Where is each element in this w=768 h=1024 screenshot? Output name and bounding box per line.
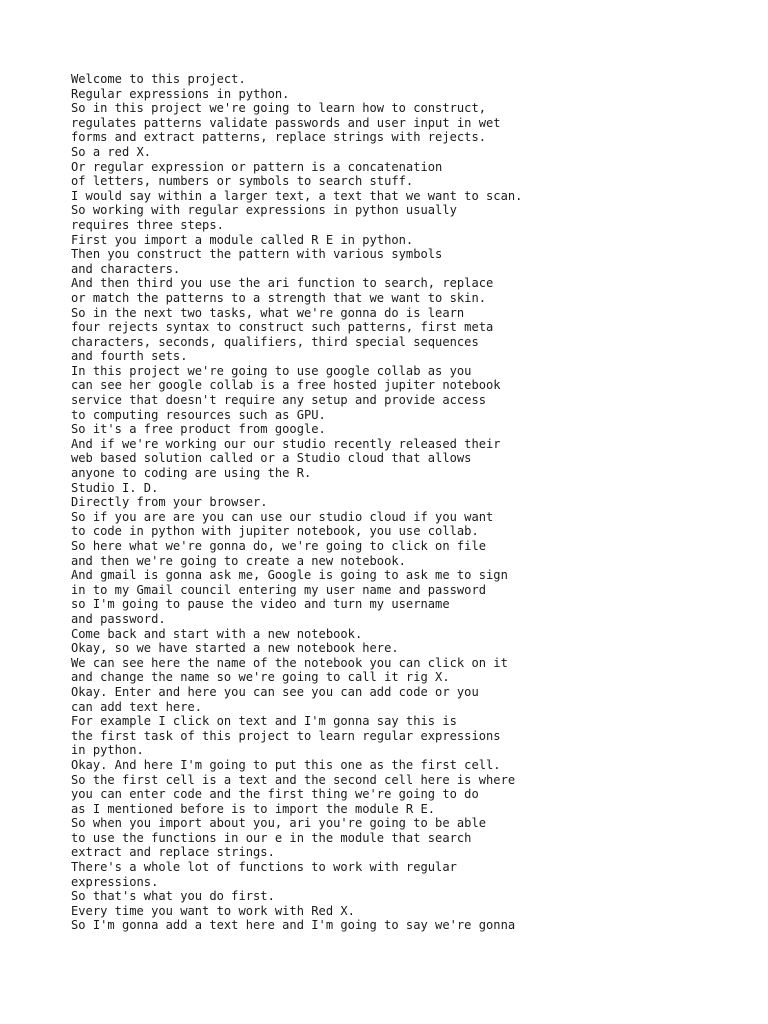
transcript-line: So when you import about you, ari you're going to be able (71, 816, 487, 831)
transcript-text (71, 72, 751, 933)
transcript-line: in to my Gmail council entering my user name and password (71, 582, 487, 597)
transcript-line: So that's what you do first. (71, 889, 275, 904)
transcript-line: in python. (71, 743, 144, 758)
transcript-line: I would say within a larger text, a text that we want to scan. (71, 188, 523, 203)
transcript-line: to computing resources such as GPU. (71, 407, 326, 422)
transcript-line: web based solution called or a Studio cloud that allows (71, 451, 472, 466)
transcript-line: Then you construct the pattern with various symbols (71, 247, 443, 262)
transcript-line: So I'm gonna add a text here and I'm going to say we're gonna (71, 918, 516, 933)
transcript-line: and characters. (71, 261, 181, 276)
transcript-line: extract and replace strings. (71, 845, 275, 860)
transcript-line: and change the name so we're going to call it rig X. (71, 670, 450, 685)
transcript-line: So in the next two tasks, what we're gonna do is learn (71, 305, 465, 320)
transcript-line: Directly from your browser. (71, 495, 268, 510)
transcript-line: as I mentioned before is to import the module R E. (71, 801, 436, 816)
transcript-line: We can see here the name of the notebook you can click on it (71, 655, 508, 670)
transcript-line: First you import a module called R E in python. (71, 232, 414, 247)
transcript-line: to code in python with jupiter notebook, you use collab. (71, 524, 479, 539)
transcript-line: can add text here. (71, 699, 203, 714)
transcript-line: And gmail is gonna ask me, Google is going to ask me to sign (71, 568, 508, 583)
transcript-line: There's a whole lot of functions to work with regular (71, 860, 457, 875)
transcript-line: and fourth sets. (71, 349, 188, 364)
transcript-line: So in this project we're going to learn how to construct, (71, 101, 487, 116)
transcript-line: So if you are are you can use our studio cloud if you want (71, 509, 494, 524)
transcript-line: And if we're working our our studio recently released their (71, 436, 501, 451)
transcript-line: So the first cell is a text and the second cell here is where (71, 772, 516, 787)
transcript-line: so I'm going to pause the video and turn my username (71, 597, 450, 612)
transcript-line: four rejects syntax to construct such patterns, first meta (71, 320, 494, 335)
transcript-line: Every time you want to work with Red X. (71, 903, 355, 918)
transcript-line: service that doesn't require any setup and provide access (71, 393, 487, 408)
transcript-line: Welcome to this project. (71, 72, 246, 86)
transcript-line: to use the functions in our e in the module that search (71, 830, 472, 845)
transcript-line: anyone to coding are using the R. (71, 466, 312, 481)
transcript-line: of letters, numbers or symbols to search stuff. (71, 174, 414, 189)
transcript-line: Okay, so we have started a new notebook here. (71, 641, 399, 656)
transcript-line: And then third you use the ari function to search, replace (71, 276, 494, 291)
transcript-line: Okay. Enter and here you can see you can add code or you (71, 684, 479, 699)
transcript-line: and then we're going to create a new notebook. (71, 553, 406, 568)
transcript-line: So it's a free product from google. (71, 422, 326, 437)
transcript-line: you can enter code and the first thing we're going to do (71, 787, 479, 802)
transcript-line: Okay. And here I'm going to put this one as the first cell. (71, 757, 501, 772)
transcript-line: Come back and start with a new notebook. (71, 626, 363, 641)
transcript-line: So here what we're gonna do, we're going to click on file (71, 539, 487, 553)
transcript-line: requires three steps. (71, 217, 224, 232)
transcript-line: In this project we're going to use google collab as you (71, 363, 472, 378)
transcript-line: So working with regular expressions in python usually (71, 203, 457, 218)
transcript-line: regulates patterns validate passwords and user input in wet (71, 115, 501, 130)
transcript-line: Studio I. D. (71, 480, 159, 495)
transcript-line: characters, seconds, qualifiers, third special sequences (71, 334, 479, 349)
transcript-line: and password. (71, 611, 166, 626)
transcript-line: the first task of this project to learn regular expressions (71, 728, 501, 743)
transcript-line: can see her google collab is a free hosted jupiter notebook (71, 378, 501, 393)
transcript-line: So a red X. (71, 144, 152, 159)
transcript-line: forms and extract patterns, replace strings with rejects. (71, 130, 487, 145)
transcript-line: expressions. (71, 874, 159, 889)
transcript-line: Or regular expression or pattern is a concatenation (71, 159, 443, 174)
transcript-line: or match the patterns to a strength that we want to skin. (71, 290, 487, 305)
transcript-line: For example I click on text and I'm gonna say this is (71, 714, 457, 729)
transcript-line: Regular expressions in python. (71, 86, 290, 101)
